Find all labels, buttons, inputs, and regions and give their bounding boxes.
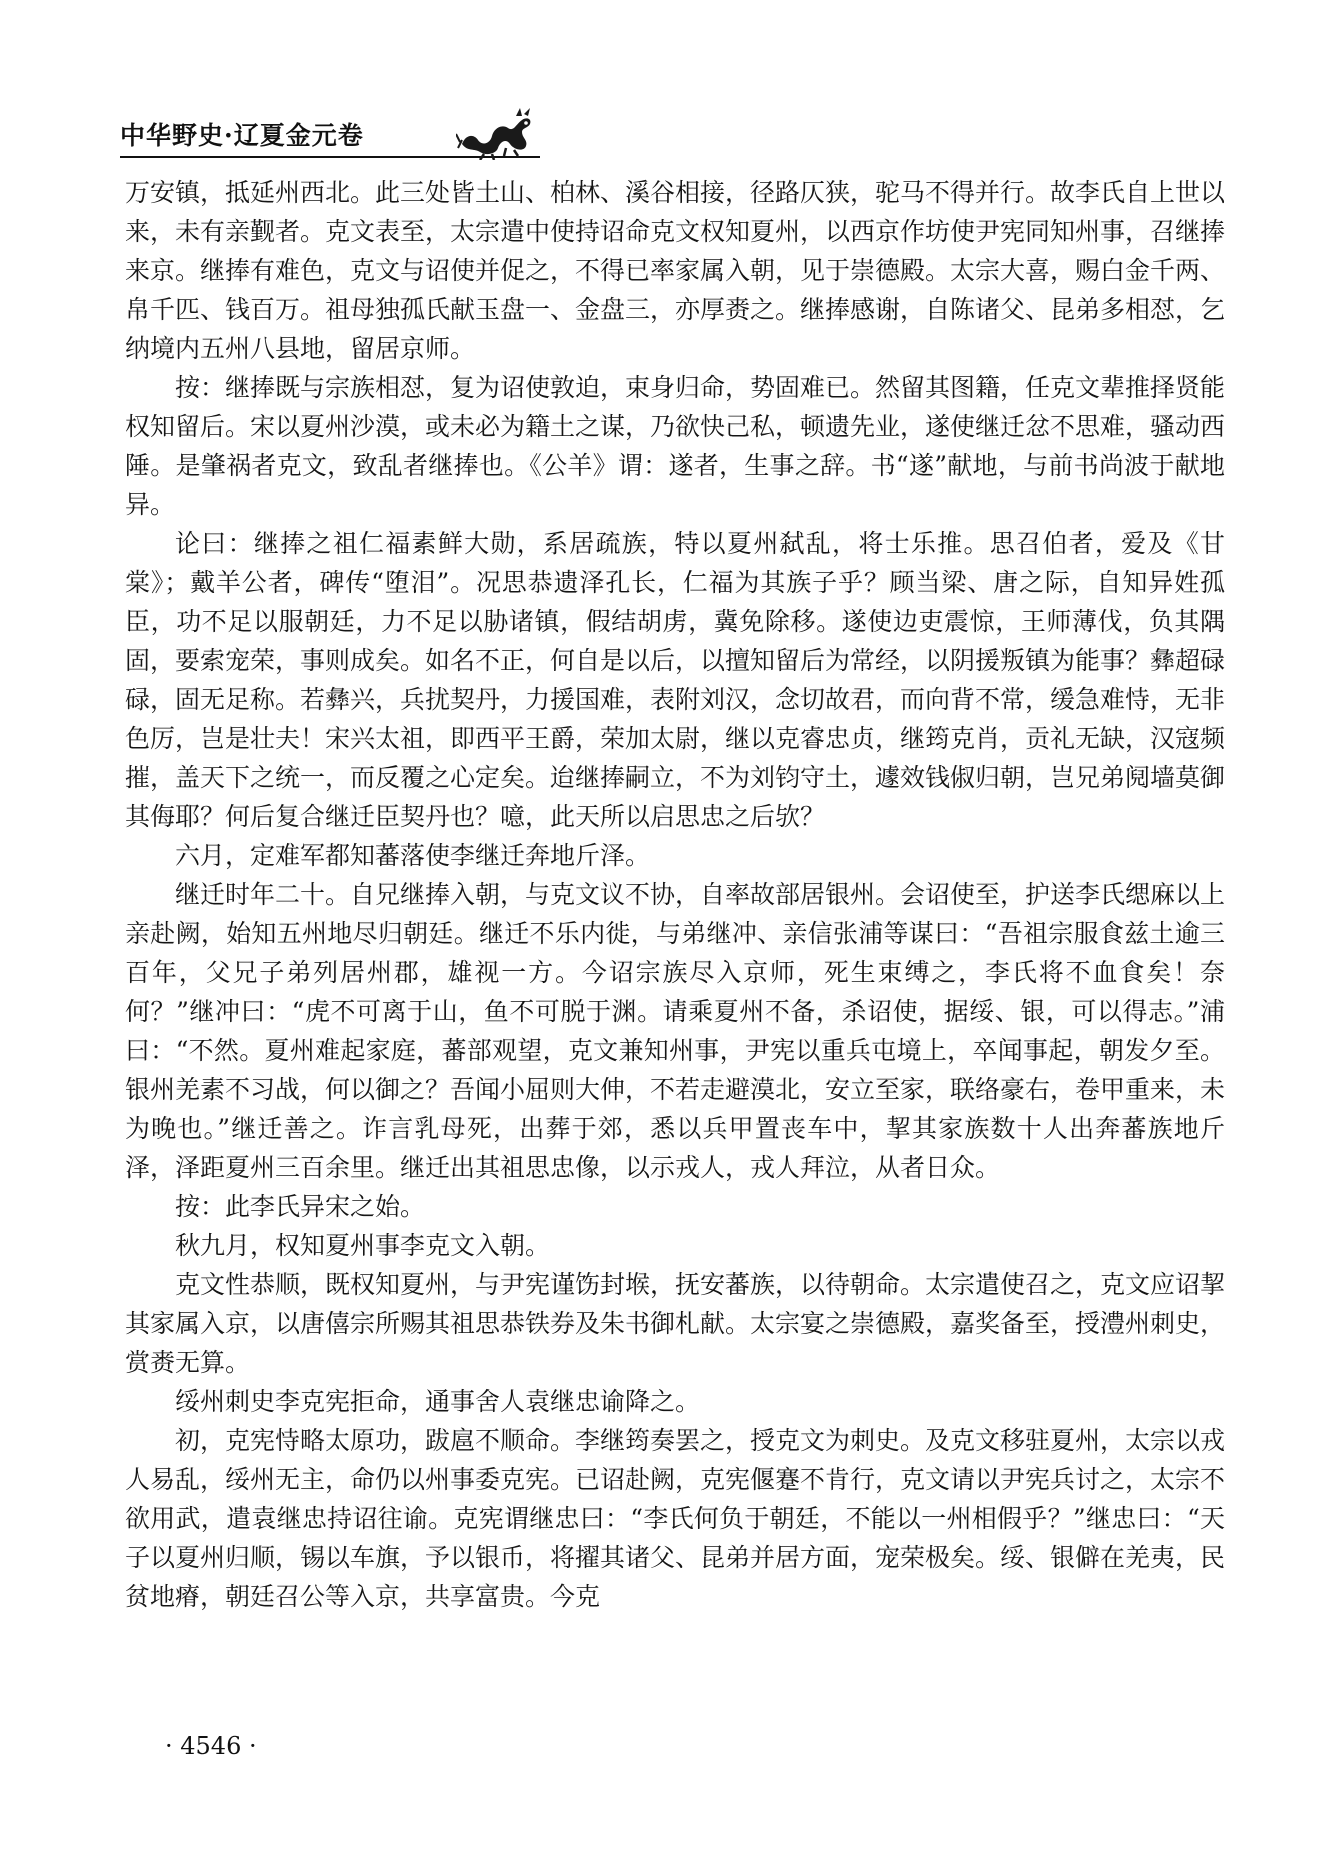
dragon-emblem-icon [456, 104, 536, 160]
paragraph-4: 六月，定难军都知蕃落使李继迁奔地斤泽。 [175, 841, 651, 870]
paragraph-8: 克文性恭顺，既权知夏州，与尹宪谨饬封堠，抚安蕃族，以待朝命。太宗遣使召之，克文应诏挈其家属入京，以唐僖宗所赐其祖思恭铁券及朱书御札献。太宗宴之崇德殿，嘉奖备至，授澧州刺史，赏赉无算。 [125, 1270, 1226, 1377]
paragraph-10: 初，克宪恃略太原功，跋扈不顺命。李继筠奏罢之，授克文为刺史。及克文移驻夏州，太宗以戎人易乱，绥州无主，命仍以州事委克宪。已诏赴阙，克宪偃蹇不肯行，克文请以尹宪兵讨之，太宗不欲用武，遣袁继忠持诏往谕。克宪谓继忠曰：“李氏何负于朝廷，不能以一州相假乎？”继忠曰：“天子以夏州归顺，锡以车旗，予以银币，将擢其诸父、昆弟并居方面，宠荣极矣。绥、银僻在羌夷，民贫地瘠，朝廷召公等入京，共享富贵。今克 [125, 1426, 1226, 1611]
main-text [125, 173, 1225, 1616]
paragraph-3: 论曰：继捧之祖仁福素鲜大勋，系居疏族，特以夏州弑乱，将士乐推。思召伯者，爱及《甘棠》；戴羊公者，碑传“堕泪”。况思恭遗泽孔长，仁福为其族子乎？顾当梁、唐之际，自知异姓孤臣，功不足以服朝廷，力不足以胁诸镇，假结胡虏，冀免除移。遂使边吏震惊，王师薄伐，负其隅固，要索宠荣，事则成矣。如名不正，何自是以后，以擅知留后为常经，以阴援叛镇为能事？彝超碌碌，固无足称。若彝兴，兵扰契丹，力援国难，表附刘汉，念切故君，而向背不常，缓急难恃，无非色厉，岂是壮夫！宋兴太祖，即西平王爵，荣加太尉，继以克睿忠贞，继筠克肖，贡礼无缺，汉寇频摧，盖天下之统一，而反覆之心定矣。迨继捧嗣立，不为刘钧守土，遽效钱俶归朝，岂兄弟阋墙莫御其侮耶？何后复合继迁臣契丹也？噫，此天所以启思忠之后欤？ [125, 529, 1226, 831]
page-number: · 4546 · [165, 1732, 257, 1760]
paragraph-2: 按：继捧既与宗族相怼，复为诏使敦迫，束身归命，势固难已。然留其图籍，任克文辈推择贤能权知留后。宋以夏州沙漠，或未必为籍土之谋，乃欲快己私，顿遗先业，遂使继迁忿不思难，骚动西陲。是肇祸者克文，致乱者继捧也。《公羊》谓：遂者，生事之辞。书“遂”献地，与前书尚波于献地异。 [125, 373, 1226, 519]
paragraph-7: 秋九月，权知夏州事李克文入朝。 [175, 1231, 551, 1260]
running-header-title: 中华野史·辽夏金元卷 [120, 121, 364, 150]
paragraph-1: 万安镇，抵延州西北。此三处皆土山、柏林、溪谷相接，径路仄狭，驼马不得并行。故李氏自上世以来，未有亲觐者。克文表至，太宗遣中使持诏命克文权知夏州，以西京作坊使尹宪同知州事，召继捧来京。继捧有难色，克文与诏使并促之，不得已率家属入朝，见于崇德殿。太宗大喜，赐白金千两、帛千匹、钱百万。祖母独孤氏献玉盘一、金盘三，亦厚赉之。继捧感谢，自陈诸父、昆弟多相怼，乞纳境内五州八县地，留居京师。 [125, 178, 1226, 363]
paragraph-5: 继迁时年二十。自兄继捧入朝，与克文议不协，自率故部居银州。会诏使至，护送李氏缌麻以上亲赴阙，始知五州地尽归朝廷。继迁不乐内徙，与弟继冲、亲信张浦等谋曰：“吾祖宗服食兹土逾三百年，父兄子弟列居州郡，雄视一方。今诏宗族尽入京师，死生束缚之，李氏将不血食矣！奈何？”继冲曰：“虎不可离于山，鱼不可脱于渊。请乘夏州不备，杀诏使，据绥、银，可以得志。”浦曰：“不然。夏州难起家庭，蕃部观望，克文兼知州事，尹宪以重兵屯境上，卒闻事起，朝发夕至。银州羌素不习战，何以御之？吾闻小屈则大伸，不若走避漠北，安立至家，联络豪右，卷甲重来，未为晚也。”继迁善之。诈言乳母死，出葬于郊，悉以兵甲置丧车中，挈其家族数十人出奔蕃族地斤泽，泽距夏州三百余里。继迁出其祖思忠像，以示戎人，戎人拜泣，从者日众。 [125, 880, 1226, 1182]
paragraph-6: 按：此李氏异宋之始。 [175, 1192, 426, 1221]
paragraph-9: 绥州刺史李克宪拒命，通事舍人袁继忠谕降之。 [175, 1387, 701, 1416]
